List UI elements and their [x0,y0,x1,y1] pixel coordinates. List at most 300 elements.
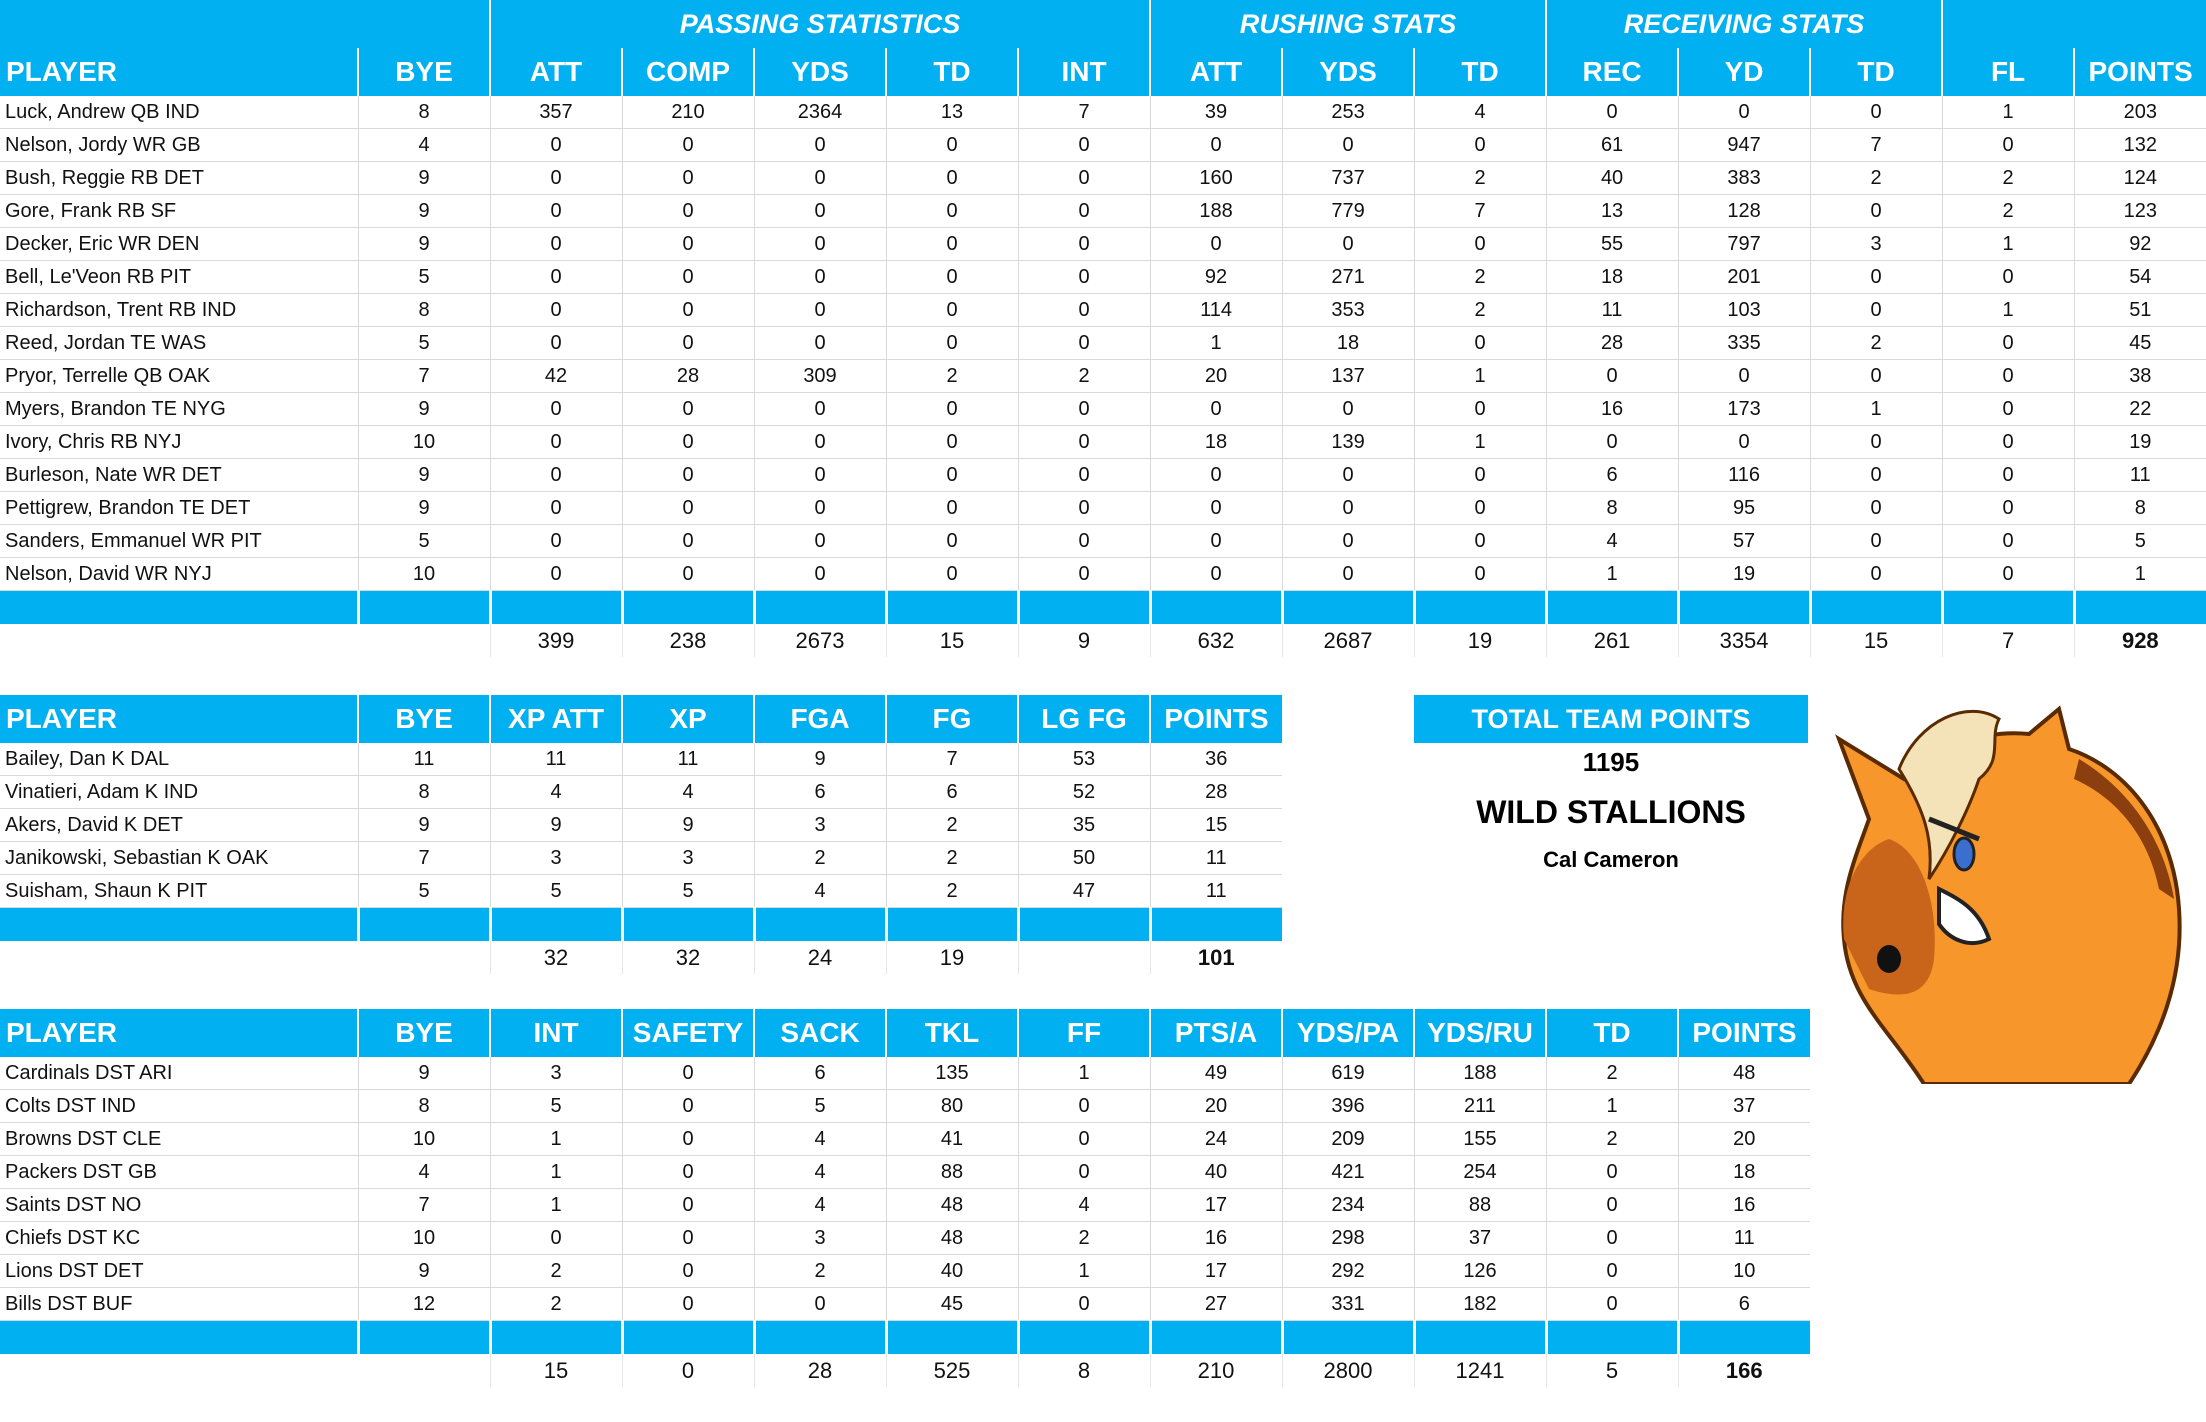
column-header[interactable]: TD [1414,48,1546,96]
stat-cell: 18 [1546,261,1678,294]
band-cell [1150,1321,1282,1355]
stat-cell: 0 [622,1090,754,1123]
player-name-cell: Chiefs DST KC [0,1222,358,1255]
stat-cell: 2 [1018,1222,1150,1255]
stat-cell: 209 [1282,1123,1414,1156]
stat-cell: 2364 [754,96,886,129]
stat-cell: 7 [1414,195,1546,228]
column-header[interactable]: FG [886,695,1018,743]
stat-cell: 40 [886,1255,1018,1288]
stat-cell: 52 [1018,776,1150,809]
stat-cell: 0 [1018,1288,1150,1321]
player-name-cell: Pettigrew, Brandon TE DET [0,492,358,525]
stat-cell: 0 [1414,228,1546,261]
stat-cell: 0 [622,195,754,228]
column-header[interactable]: YDS [754,48,886,96]
stat-cell: 0 [1018,162,1150,195]
stat-cell: 123 [2074,195,2206,228]
table-row [0,393,2206,426]
column-header[interactable]: POINTS [1150,695,1282,743]
column-header[interactable]: FGA [754,695,886,743]
stat-cell: 2 [1414,294,1546,327]
stat-cell: 57 [1678,525,1810,558]
band-cell [886,591,1018,625]
stat-cell: 0 [1018,228,1150,261]
stat-cell: 2 [1942,162,2074,195]
column-header[interactable]: PLAYER [0,48,358,96]
player-name-cell: Ivory, Chris RB NYJ [0,426,358,459]
stat-cell: 9 [358,162,490,195]
group-header: RECEIVING STATS [1546,0,1942,48]
stat-cell: 0 [1018,129,1150,162]
stat-cell: 9 [754,743,886,776]
column-header-row [0,695,1282,743]
band-cell [0,1321,358,1355]
table-row [0,1123,1810,1156]
stat-cell: 48 [886,1189,1018,1222]
table-row [0,426,2206,459]
column-header[interactable]: COMP [622,48,754,96]
stat-cell: 10 [1678,1255,1810,1288]
separator-band [0,908,1282,942]
stat-cell: 124 [2074,162,2206,195]
separator-band [0,1321,1810,1355]
total-cell: 32 [622,941,754,974]
stat-cell: 173 [1678,393,1810,426]
column-header[interactable]: BYE [358,48,490,96]
stat-cell: 4 [622,776,754,809]
stat-cell: 53 [1018,743,1150,776]
stat-cell: 92 [2074,228,2206,261]
stat-cell: 0 [754,558,886,591]
stat-cell: 7 [1810,129,1942,162]
stat-cell: 0 [754,261,886,294]
stat-cell: 19 [1678,558,1810,591]
player-name-cell: Bills DST BUF [0,1288,358,1321]
stat-cell: 19 [2074,426,2206,459]
total-cell [358,624,490,657]
total-cell: 3354 [1678,624,1810,657]
stat-cell: 28 [1546,327,1678,360]
stat-cell: 5 [490,1090,622,1123]
band-cell [490,1321,622,1355]
stat-cell: 39 [1150,96,1282,129]
stat-cell: 0 [622,426,754,459]
stat-cell: 20 [1678,1123,1810,1156]
table-row [0,1288,1810,1321]
column-header-row [0,48,2206,96]
stat-cell: 4 [1546,525,1678,558]
stat-cell: 0 [1414,525,1546,558]
stat-cell: 51 [2074,294,2206,327]
stat-cell: 10 [358,1222,490,1255]
stat-cell: 2 [886,360,1018,393]
stat-cell: 0 [1282,525,1414,558]
column-header[interactable]: YD [1678,48,1810,96]
column-header[interactable]: REC [1546,48,1678,96]
defense-stats-table [0,1009,1810,1387]
player-name-cell: Luck, Andrew QB IND [0,96,358,129]
band-cell [490,908,622,942]
stat-cell: 61 [1546,129,1678,162]
stat-cell: 8 [358,294,490,327]
total-cell: 632 [1150,624,1282,657]
total-cell [358,941,490,974]
total-cell: 19 [886,941,1018,974]
column-header[interactable]: INT [1018,48,1150,96]
stat-cell: 9 [358,393,490,426]
band-cell [2074,591,2206,625]
stat-cell: 2 [1414,261,1546,294]
band-cell [358,1321,490,1355]
stat-cell: 0 [1546,1222,1678,1255]
column-header[interactable]: YDS/RU [1414,1009,1546,1057]
stat-cell: 9 [622,809,754,842]
stat-cell: 11 [2074,459,2206,492]
band-cell [754,591,886,625]
stat-cell: 45 [886,1288,1018,1321]
stat-cell: 0 [1546,1189,1678,1222]
stat-cell: 92 [1150,261,1282,294]
stat-cell: 9 [358,195,490,228]
band-cell [1414,1321,1546,1355]
band-cell [490,591,622,625]
stat-cell: 6 [1546,459,1678,492]
stat-cell: 37 [1414,1222,1546,1255]
stat-cell: 27 [1150,1288,1282,1321]
column-header[interactable]: TKL [886,1009,1018,1057]
column-header[interactable]: PLAYER [0,1009,358,1057]
stat-cell: 1 [1414,360,1546,393]
column-header[interactable]: XP [622,695,754,743]
band-cell [358,591,490,625]
player-name-cell: Richardson, Trent RB IND [0,294,358,327]
team-name: WILD STALLIONS [1476,794,1746,830]
column-header-row [0,1009,1810,1057]
column-header[interactable]: YDS [1282,48,1414,96]
band-cell [754,908,886,942]
stat-cell: 0 [1546,426,1678,459]
stat-cell: 4 [1018,1189,1150,1222]
stat-cell: 4 [490,776,622,809]
stat-cell: 0 [754,393,886,426]
stat-cell: 128 [1678,195,1810,228]
player-name-cell: Browns DST CLE [0,1123,358,1156]
stat-cell: 2 [1810,162,1942,195]
stat-cell: 0 [1018,492,1150,525]
stat-cell: 5 [358,261,490,294]
stat-cell: 1 [1150,327,1282,360]
stat-cell: 1 [1546,1090,1678,1123]
stat-cell: 4 [1414,96,1546,129]
player-name-cell: Reed, Jordan TE WAS [0,327,358,360]
stat-cell: 47 [1018,875,1150,908]
stat-cell: 0 [886,558,1018,591]
stat-cell: 10 [358,558,490,591]
offense-stats-table [0,0,2206,657]
table-row [0,162,2206,195]
stat-cell: 10 [358,426,490,459]
stat-cell: 309 [754,360,886,393]
stat-cell: 17 [1150,1189,1282,1222]
stat-cell: 48 [886,1222,1018,1255]
column-header[interactable]: FL [1942,48,2074,96]
stat-cell: 0 [622,327,754,360]
stat-cell: 7 [358,842,490,875]
column-header[interactable]: PLAYER [0,695,358,743]
group-header: RUSHING STATS [1150,0,1546,48]
stat-cell: 40 [1150,1156,1282,1189]
band-cell [1942,591,2074,625]
table-row [0,492,2206,525]
stat-cell: 357 [490,96,622,129]
stat-cell: 126 [1414,1255,1546,1288]
stat-cell: 0 [754,228,886,261]
stat-cell: 0 [886,195,1018,228]
stat-cell: 38 [2074,360,2206,393]
table-row [0,96,2206,129]
stat-cell: 0 [1942,327,2074,360]
stat-cell: 2 [886,809,1018,842]
stat-cell: 0 [1810,459,1942,492]
stat-cell: 0 [622,459,754,492]
group-header [0,0,490,48]
column-header[interactable]: ATT [490,48,622,96]
stat-cell: 619 [1282,1057,1414,1090]
stat-cell: 0 [1810,96,1942,129]
stat-cell: 9 [358,809,490,842]
band-cell [1282,1321,1414,1355]
column-header[interactable]: POINTS [2074,48,2206,96]
stat-cell: 0 [622,261,754,294]
stat-cell: 2 [1018,360,1150,393]
player-name-cell: Akers, David K DET [0,809,358,842]
separator-band [0,591,2206,625]
stat-cell: 0 [490,1222,622,1255]
stat-cell: 0 [1942,492,2074,525]
stat-cell: 0 [490,393,622,426]
stat-cell: 0 [886,261,1018,294]
stat-cell: 9 [358,228,490,261]
stat-cell: 298 [1282,1222,1414,1255]
stat-cell: 0 [1810,426,1942,459]
player-name-cell: Janikowski, Sebastian K OAK [0,842,358,875]
stat-cell: 188 [1150,195,1282,228]
stat-cell: 0 [886,294,1018,327]
stat-cell: 0 [754,459,886,492]
total-cell: 2687 [1282,624,1414,657]
stat-cell: 11 [1150,875,1282,908]
stat-cell: 2 [1942,195,2074,228]
stat-cell: 0 [886,129,1018,162]
column-header[interactable]: TD [1546,1009,1678,1057]
band-cell [1150,591,1282,625]
stat-cell: 0 [1810,195,1942,228]
stat-cell: 0 [622,1288,754,1321]
stat-cell: 20 [1150,360,1282,393]
stat-cell: 2 [1810,327,1942,360]
stat-cell: 0 [754,492,886,525]
stat-cell: 88 [1414,1189,1546,1222]
stat-cell: 0 [1150,525,1282,558]
stat-cell: 0 [1942,459,2074,492]
total-cell: 210 [1150,1354,1282,1387]
stat-cell: 0 [1018,558,1150,591]
stat-cell: 155 [1414,1123,1546,1156]
stat-cell: 0 [886,459,1018,492]
stat-cell: 0 [886,327,1018,360]
stat-cell: 0 [490,129,622,162]
stat-cell: 0 [1942,426,2074,459]
stat-cell: 0 [886,228,1018,261]
total-cell [358,1354,490,1387]
stat-cell: 0 [622,393,754,426]
stat-cell: 7 [886,743,1018,776]
stat-cell: 2 [1546,1057,1678,1090]
stat-cell: 0 [490,294,622,327]
band-cell [1018,1321,1150,1355]
player-name-cell: Packers DST GB [0,1156,358,1189]
stat-cell: 1 [1546,558,1678,591]
stat-cell: 0 [622,1189,754,1222]
stat-cell: 0 [754,1288,886,1321]
column-header[interactable]: XP ATT [490,695,622,743]
stat-cell: 0 [886,525,1018,558]
stat-cell: 24 [1150,1123,1282,1156]
stat-cell: 0 [1018,1090,1150,1123]
stat-cell: 17 [1150,1255,1282,1288]
stat-cell: 11 [1546,294,1678,327]
total-cell: 7 [1942,624,2074,657]
stat-cell: 0 [1018,294,1150,327]
stat-cell: 5 [622,875,754,908]
total-cell: 24 [754,941,886,974]
stat-cell: 947 [1678,129,1810,162]
stat-cell: 353 [1282,294,1414,327]
stat-cell: 4 [358,129,490,162]
stat-cell: 0 [1942,360,2074,393]
table-row [0,525,2206,558]
group-header: PASSING STATISTICS [490,0,1150,48]
column-header[interactable]: FF [1018,1009,1150,1057]
stat-cell: 2 [754,1255,886,1288]
table-row [0,261,2206,294]
column-header[interactable]: BYE [358,1009,490,1057]
player-name-cell: Pryor, Terrelle QB OAK [0,360,358,393]
column-header[interactable]: ATT [1150,48,1282,96]
total-cell: 238 [622,624,754,657]
stat-cell: 203 [2074,96,2206,129]
stat-cell: 0 [1546,1255,1678,1288]
stat-cell: 10 [358,1123,490,1156]
column-header[interactable]: YDS/PA [1282,1009,1414,1057]
stat-cell: 0 [754,426,886,459]
stat-cell: 182 [1414,1288,1546,1321]
stat-cell: 4 [754,1123,886,1156]
player-name-cell: Sanders, Emmanuel WR PIT [0,525,358,558]
stat-cell: 8 [2074,492,2206,525]
stat-cell: 55 [1546,228,1678,261]
column-header[interactable]: INT [490,1009,622,1057]
stat-cell: 41 [886,1123,1018,1156]
table-row [0,1222,1810,1255]
stat-cell: 1 [1018,1057,1150,1090]
band-cell [1018,591,1150,625]
stat-cell: 0 [490,327,622,360]
stat-cell: 28 [1150,776,1282,809]
stat-cell: 6 [886,776,1018,809]
team-summary [1414,695,1808,873]
stat-cell: 137 [1282,360,1414,393]
total-cell: 19 [1414,624,1546,657]
table-row [0,842,1282,875]
stat-cell: 20 [1150,1090,1282,1123]
column-header[interactable]: SACK [754,1009,886,1057]
stat-cell: 335 [1678,327,1810,360]
total-cell: 32 [490,941,622,974]
stat-cell: 28 [622,360,754,393]
stat-cell: 7 [1018,96,1150,129]
stat-cell: 1 [1018,1255,1150,1288]
band-cell [1150,908,1282,942]
column-header[interactable]: SAFETY [622,1009,754,1057]
stat-cell: 0 [1018,393,1150,426]
table-row [0,1255,1810,1288]
table-row [0,1156,1810,1189]
table-row [0,809,1282,842]
stat-cell: 5 [358,525,490,558]
stat-cell: 11 [1678,1222,1810,1255]
total-cell [0,1354,358,1387]
stat-cell: 0 [1810,558,1942,591]
column-header[interactable]: POINTS [1678,1009,1810,1057]
stat-cell: 4 [358,1156,490,1189]
stat-cell: 0 [886,162,1018,195]
band-cell [754,1321,886,1355]
stat-cell: 2 [1414,162,1546,195]
stat-cell: 3 [754,809,886,842]
player-name-cell: Vinatieri, Adam K IND [0,776,358,809]
stat-cell: 234 [1282,1189,1414,1222]
column-header[interactable]: PTS/A [1150,1009,1282,1057]
column-header[interactable]: BYE [358,695,490,743]
band-cell [1282,591,1414,625]
stat-cell: 0 [1414,129,1546,162]
stat-cell: 201 [1678,261,1810,294]
stat-cell: 0 [622,162,754,195]
stat-cell: 254 [1414,1156,1546,1189]
stat-cell: 396 [1282,1090,1414,1123]
stat-cell: 0 [490,492,622,525]
total-cell: 15 [886,624,1018,657]
table-row [0,360,2206,393]
stat-cell: 0 [1678,96,1810,129]
stat-cell: 0 [490,459,622,492]
stat-cell: 2 [886,875,1018,908]
stat-cell: 9 [358,1255,490,1288]
stat-cell: 0 [1942,261,2074,294]
column-header[interactable]: TD [886,48,1018,96]
stat-cell: 22 [2074,393,2206,426]
table-row [0,195,2206,228]
kicker-stats-table [0,695,1282,974]
stat-cell: 0 [1150,129,1282,162]
stat-cell: 188 [1414,1057,1546,1090]
column-header[interactable]: LG FG [1018,695,1150,743]
stat-cell: 5 [358,327,490,360]
column-header[interactable]: TD [1810,48,1942,96]
stat-cell: 0 [1282,492,1414,525]
